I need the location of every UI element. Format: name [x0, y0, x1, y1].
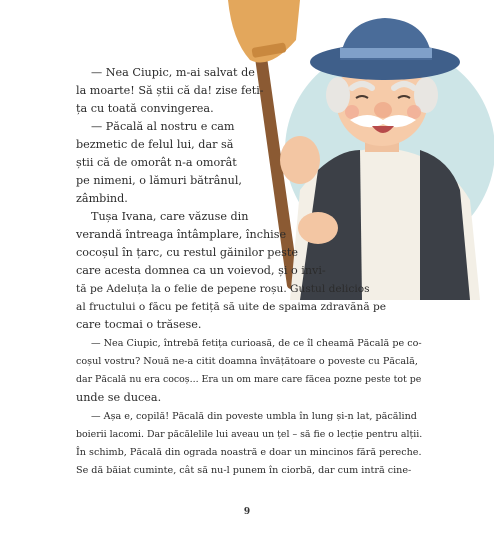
text-line: la moarte! Să știi că da! zise feti- — [76, 84, 264, 97]
text-line: unde se ducea. — [76, 391, 162, 404]
text-line: — Nea Ciupic, întrebă fetița curioasă, de ce îl cheamă Păcală pe co- — [91, 338, 422, 349]
text-line: știi că de omorât n-a omorât — [76, 156, 237, 169]
text-line: pe nimeni, o lămuri bătrânul, — [76, 174, 242, 187]
text-line: zâmbind. — [76, 192, 128, 205]
text-line: verandă întreaga întâmplare, închise — [76, 228, 287, 241]
text-line: În schimb, Păcală din ograda noastră e doar un mincinos fără pereche. — [76, 447, 422, 458]
text-line: ța cu toată convingerea. — [76, 102, 214, 115]
page-number: 9 — [243, 507, 251, 517]
text-line: boierii lacomi. Dar păcălelile lui aveau un țel – să fie o lecție pentru alții. — [76, 429, 423, 440]
text-line: bezmetic de felul lui, dar să — [76, 138, 234, 151]
text-line: care tocmai o trăsese. — [76, 318, 202, 331]
text-line: — Așa e, copilă! Păcală din poveste umbla în lung și-n lat, păcălind — [91, 411, 417, 422]
text-line: cocoșul în țarc, cu restul găinilor peste — [76, 246, 298, 259]
text-line: dar Păcală nu era cocoș... Era un om mare care făcea pozne peste tot pe — [76, 374, 422, 385]
text-line: care acesta domnea ca un voievod, și o invi- — [76, 264, 326, 277]
text-line: — Nea Ciupic, m-ai salvat de — [91, 66, 255, 79]
text-line: tă pe Adeluța la o felie de pepene roșu. Gustul delicios — [76, 283, 370, 295]
text-line: al fructului o făcu pe fetiță să uite de spaima zdravănă pe — [76, 301, 387, 313]
text-line: coșul vostru? Nouă ne-a citit doamna învățătoare o poveste cu Păcală, — [76, 356, 418, 367]
text-line: Tușa Ivana, care văzuse din — [91, 210, 249, 223]
text-line: — Păcală al nostru e cam — [91, 120, 235, 133]
text-line: Se dă băiat cuminte, cât să nu-l punem în ciorbă, dar cum intră cine- — [76, 465, 412, 476]
